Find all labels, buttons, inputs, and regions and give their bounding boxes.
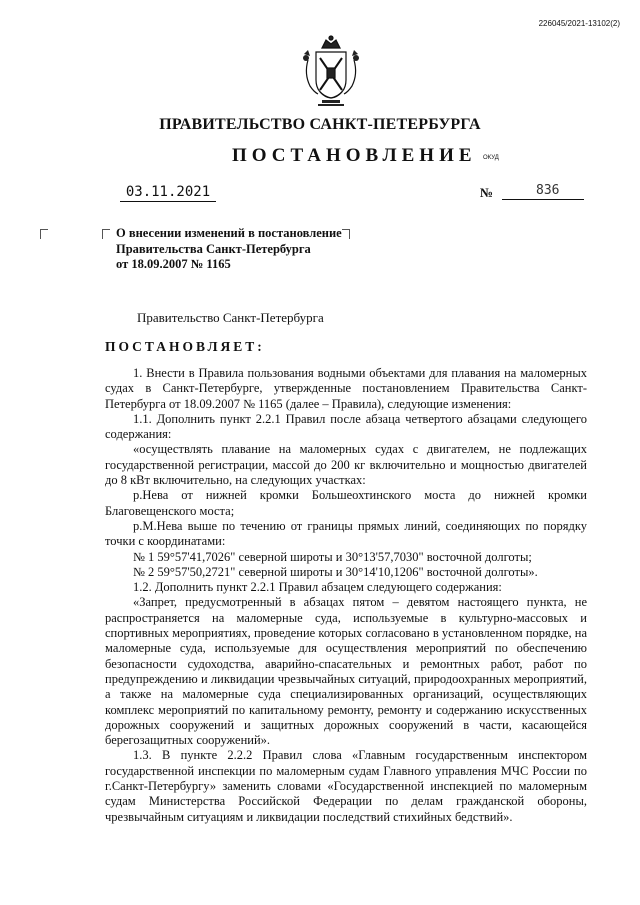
document-id: 226045/2021-13102(2) [538,19,620,28]
body-paragraph: 1. Внести в Правила пользования водными объектами для плавания на маломерных судах в Санкт-Петербурге, утвержденные постановлением Правительства Санкт-Петербурга от 18.09.2007 № 1165 (далее – Правила), следующие изменения: [105,366,587,411]
government-title: ПРАВИТЕЛЬСТВО САНКТ-ПЕТЕРБУРГА [159,116,481,133]
document-date: 03.11.2021 [120,184,216,202]
body-paragraph: 1.1. Дополнить пункт 2.2.1 Правил после абзаца четвертого абзацами следующего содержания: [105,411,587,442]
body-paragraph: № 1 59°57'41,7026" северной широты и 30°13'57,7030" восточной долготы; [133,549,532,564]
document-number: 836 [502,183,584,200]
body-paragraph: «осуществлять плавание на маломерных судах с двигателем, не подлежащих государственной регистрации, массой до 200 кг включительно и мощностью двигателей до 8 кВт включительно, на следующих участках: [105,442,587,488]
coat-of-arms-emblem [300,34,362,110]
body-paragraph: р.М.Нева выше по течению от границы прямых линий, соединяющих по порядку точки с координатами: [105,518,587,549]
body-paragraph: № 2 59°57'50,2721" северной широты и 30°14'10,1206" восточной долготы». [133,564,538,579]
decree-heading: ПОСТАНОВЛЯЕТ: [105,339,265,354]
subject-line: О внесении изменений в постановление [116,226,342,240]
body-paragraph: 1.2. Дополнить пункт 2.2.1 Правил абзацем следующего содержания: [133,580,502,595]
subject-corner-left [102,229,110,239]
okud-label: ОКУД [483,155,499,161]
subject-corner-right [342,229,350,239]
body-paragraph: 1.3. В пункте 2.2.2 Правил слова «Главным государственным инспектором государственной инспекции по маломерным судам Главного управления МЧС России по г.Санкт-Петербургу» заменить словами «Государственной инспекцией по маломерным судам Министерства Российской Федерации по делам гражданской обороны, чрезвычайным ситуациям и ликвидации последствий стихийных бедствий». [105,748,587,824]
intro-text: Правительство Санкт-Петербурга [137,310,324,325]
body-paragraph: «Запрет, предусмотренный в абзацах пятом – девятом настоящего пункта, не распространяется на маломерные суда, используемые в культурно-массовых и спортивных мероприятиях, проведение которых согласовано в установленном порядке, на маломерные суда, используемые для осуществления мероприятий по обеспечению безопасности судоходства, аварийно-спасательных и ремонтных работ, работ по предупреждению и ликвидации чрезвычайных ситуаций, природоохранных мероприятий, а также на маломерные суда специализированных организаций, осуществляющих комплекс мероприятий по капитальному ремонту, ремонту и содержанию искусственных дорожных сооружений и защитных дорожных сооружений в части, касающейся берегозащитных сооружений». [105,595,587,748]
document-subject [116,226,342,273]
subject-line: Правительства Санкт-Петербурга [116,241,311,256]
subject-line: от 18.09.2007 № 1165 [116,257,231,271]
margin-corner-mark [40,229,48,239]
number-sign: № [480,185,494,200]
body-paragraph: р.Нева от нижней кромки Большеохтинского моста до нижней кромки Благовещенского моста; [105,488,587,518]
document-body [105,366,587,825]
document-type: ПОСТАНОВЛЕНИЕ [232,145,477,166]
